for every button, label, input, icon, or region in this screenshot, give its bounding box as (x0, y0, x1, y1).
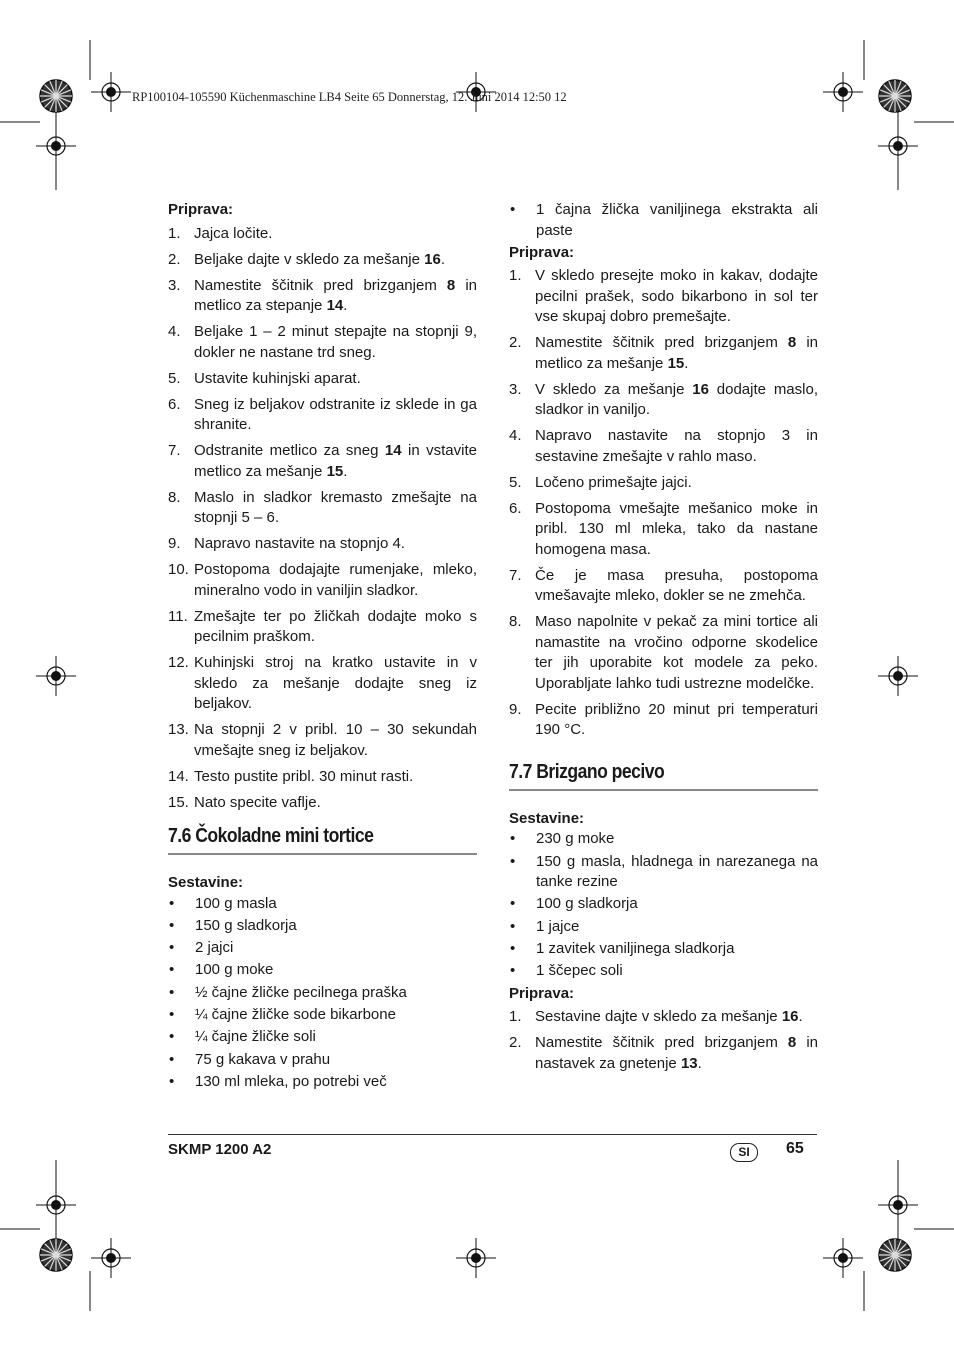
bullet-mark: • (510, 852, 516, 870)
step-number: 6. (509, 499, 522, 517)
step-text-part: Postopoma vmešajte mešanico moke in pribl. 130 ml mleka, tako da nastane homogena masa. (535, 499, 818, 558)
list-item (509, 961, 818, 982)
list-item (509, 917, 818, 938)
list-item (168, 534, 477, 555)
list-item (168, 250, 477, 271)
step-text-part: . (343, 297, 348, 314)
step-text-part: Jajca ločite. (194, 224, 273, 242)
step-text-part: Beljake dajte v skledo za mešanje (194, 250, 425, 268)
part-reference: 8 (446, 276, 456, 294)
step-number: 12. (168, 654, 189, 671)
step-text-part: Namestite ščitnik pred brizganjem (535, 1034, 788, 1052)
list-item (509, 700, 818, 741)
ingredient-text: ¼ čajne žličke soli (195, 1028, 316, 1046)
list-item (168, 1072, 477, 1093)
list-item (168, 224, 477, 245)
ingredient-text: 1 zavitek vaniljinega sladkorja (536, 939, 735, 957)
ingredient-text: 130 ml mleka, po potrebi več (195, 1072, 387, 1090)
list-item (168, 441, 477, 482)
part-reference: 16 (781, 1008, 799, 1026)
preparation-steps (509, 266, 818, 741)
list-item (509, 333, 818, 374)
step-text (194, 250, 477, 271)
step-text-part: Testo pustite pribl. 30 minut rasti. (194, 767, 414, 785)
step-text-part: Sneg iz beljakov odstranite iz sklede in ga shranite. (194, 395, 477, 433)
list-item (168, 276, 477, 317)
step-text-part: Kuhinjski stroj na kratko ustavite in v skledo za mešanje dodajte sneg iz beljakov. (194, 654, 477, 712)
list-item (168, 653, 477, 715)
bullet-mark: • (510, 830, 516, 848)
step-number: 6. (168, 395, 181, 413)
ingredients-label: Sestavine: (168, 874, 244, 891)
step-text (194, 322, 477, 363)
step-text (535, 473, 818, 494)
step-text (194, 607, 477, 648)
list-item (509, 1007, 818, 1028)
list-item (509, 566, 818, 607)
part-reference: 15 (667, 354, 685, 372)
step-text (194, 395, 477, 436)
part-reference: 16 (692, 380, 709, 398)
step-number: 13. (168, 721, 189, 738)
step-number: 1. (509, 1008, 522, 1026)
step-text (194, 534, 477, 555)
step-text (194, 224, 477, 245)
list-item (168, 1027, 477, 1048)
bullet-mark: • (169, 1005, 175, 1023)
list-item (168, 322, 477, 363)
bullet-mark: • (169, 894, 175, 912)
step-text (535, 1033, 818, 1074)
part-reference: 15 (326, 462, 344, 480)
step-text-part: Ločeno primešajte jajci. (535, 473, 692, 491)
list-item (509, 426, 818, 467)
bullet-mark: • (510, 917, 516, 935)
list-item (509, 1033, 818, 1074)
step-text-part: . (697, 1054, 702, 1072)
ingredient-text: 100 g sladkorja (536, 895, 638, 913)
footer-model: SKMP 1200 A2 (168, 1141, 272, 1158)
preparation-steps (168, 224, 477, 814)
step-text (535, 612, 818, 694)
bullet-mark: • (510, 939, 516, 957)
step-number: 8. (509, 613, 522, 631)
ingredient-text: 1 čajna žlička vaniljinega ekstrakta ali paste (536, 201, 818, 239)
ingredient-text: 1 ščepec soli (536, 962, 623, 980)
bullet-mark: • (510, 962, 516, 980)
list-item (509, 829, 818, 850)
step-number: 8. (168, 488, 181, 506)
list-item (168, 488, 477, 529)
list-item (168, 369, 477, 390)
bullet-mark: • (510, 895, 516, 913)
step-text-part: Maslo in sladkor kremasto zmešajte na stopnji 5 – 6. (194, 488, 477, 526)
ingredient-text: 2 jajci (195, 939, 234, 957)
list-item (168, 767, 477, 788)
list-item (168, 560, 477, 601)
step-text-part: Namestite ščitnik pred brizganjem (194, 276, 447, 294)
page-number: 65 (786, 1140, 804, 1157)
step-number: 14. (168, 767, 189, 785)
step-text (535, 499, 818, 561)
step-text (535, 700, 818, 741)
step-text (194, 276, 477, 317)
list-item (168, 1005, 477, 1026)
step-number: 1. (168, 224, 181, 242)
step-number: 2. (509, 1034, 522, 1052)
step-number: 15. (168, 793, 189, 811)
left-column (168, 200, 477, 1094)
list-item (168, 720, 477, 761)
step-text (194, 720, 477, 761)
section-heading-7-7 (509, 759, 818, 791)
step-text-part: Če je masa presuha, postopoma vmešavajte mleko, dokler se ne zmehča. (535, 566, 818, 605)
ingredient-text: ½ čajne žličke pecilnega praška (195, 983, 407, 1001)
ingredients-label: Sestavine: (509, 809, 585, 827)
step-text-part: V skledo za mešanje (535, 380, 693, 398)
part-reference: 16 (424, 250, 441, 268)
step-number: 4. (168, 323, 181, 340)
step-number: 11. (168, 607, 188, 625)
step-text-part: . (440, 250, 445, 268)
step-number: 2. (168, 250, 181, 268)
step-text-part: Napravo nastavite na stopnjo 4. (194, 535, 405, 552)
step-text-part: . (343, 462, 348, 480)
preparation-label: Priprava: (509, 984, 575, 1002)
list-item (509, 852, 818, 893)
step-text (535, 1007, 818, 1028)
bullet-mark: • (169, 1072, 175, 1090)
step-text-part: Pecite približno 20 minut pri temperaturi 190 °C. (535, 700, 818, 739)
bullet-mark: • (169, 939, 175, 957)
footer-rule (168, 1134, 817, 1135)
ingredients-list (509, 829, 818, 981)
step-text-part: V skledo presejte moko in kakav, dodajte pecilni prašek, sodo bikarbono in sol ter vse skupaj dobro premešajte. (535, 267, 818, 326)
part-reference: 8 (787, 334, 797, 352)
list-item (168, 793, 477, 814)
bullet-mark: • (169, 983, 175, 1001)
section-title: 7.7 Brizgano pecivo (509, 760, 665, 783)
ingredient-text: 75 g kakava v prahu (195, 1050, 331, 1068)
step-number: 3. (168, 276, 181, 294)
step-text-part: in nastavek za gnetenje (535, 1034, 819, 1072)
step-text-part: Na stopnji 2 v pribl. 10 – 30 sekundah vmešajte sneg iz beljakov. (194, 721, 477, 759)
bullet-mark: • (169, 961, 175, 979)
bullet-mark: • (169, 1028, 175, 1046)
step-text-part: Namestite ščitnik pred brizganjem (535, 334, 788, 352)
step-text (194, 560, 477, 601)
step-number: 10. (168, 561, 189, 578)
part-reference: 13 (680, 1054, 698, 1072)
step-number: 5. (509, 473, 522, 491)
step-text-part: Ustavite kuhinjski aparat. (194, 369, 361, 387)
preparation-label: Priprava: (168, 201, 234, 218)
part-reference: 8 (787, 1034, 797, 1052)
bullet-mark: • (169, 916, 175, 934)
step-number: 2. (509, 334, 522, 352)
step-number: 3. (509, 380, 522, 398)
print-slug: RP100104-105590 Küchenmaschine LB4 Seite 65 Donnerstag, 12. Juni 2014 12:50 12 (132, 90, 567, 104)
bullet-mark: • (510, 201, 516, 218)
bullet-mark: • (169, 1050, 175, 1068)
ingredient-text: 100 g moke (195, 961, 274, 979)
step-text (535, 266, 818, 328)
list-item (509, 380, 818, 421)
ingredient-text: 150 g sladkorja (195, 916, 297, 934)
step-text (535, 426, 818, 467)
step-text (194, 488, 477, 529)
step-text-part: Sestavine dajte v skledo za mešanje (535, 1008, 782, 1026)
step-text-part: . (684, 354, 689, 372)
ingredient-text: 230 g moke (536, 830, 615, 848)
step-text-part: dodajte maslo, sladkor in vaniljo. (535, 380, 818, 419)
step-text-part: Maso napolnite v pekač za mini tortice ali namastite na vročino odporne skodelice ter jih uporabite kot modele za peko. Uporabljate lahko tudi ustrezne modelčke. (535, 613, 818, 692)
step-text-part: Postopoma dodajajte rumenjake, mleko, mineralno vodo in vaniljin sladkor. (194, 561, 477, 599)
step-text (194, 793, 477, 814)
step-text (535, 566, 818, 607)
step-number: 4. (509, 427, 522, 445)
step-text-part: Beljake 1 – 2 minut stepajte na stopnji 9, dokler ne nastane trd sneg. (194, 323, 477, 361)
list-item (509, 499, 818, 561)
list-item (509, 266, 818, 328)
step-number: 7. (168, 442, 181, 459)
ingredient-text: 150 g masla, hladnega in narezanega na tanke rezine (536, 852, 818, 891)
ingredients-list-continued (509, 200, 818, 241)
list-item (509, 473, 818, 494)
list-item (509, 612, 818, 694)
list-item (168, 1050, 477, 1071)
section-title: 7.6 Čokoladne mini tortice (168, 825, 374, 847)
preparation-steps (509, 1007, 818, 1074)
list-item (168, 916, 477, 937)
step-text-part: . (798, 1008, 803, 1026)
list-item (509, 200, 818, 241)
step-number: 9. (509, 700, 522, 718)
section-heading-7-6 (168, 823, 477, 855)
step-number: 1. (509, 267, 522, 285)
step-text (535, 333, 818, 374)
step-text (194, 369, 477, 390)
list-item (168, 983, 477, 1004)
step-text-part: in metlico za stepanje (194, 276, 478, 314)
list-item (168, 960, 477, 981)
preparation-label: Priprava: (509, 243, 575, 261)
right-column (509, 200, 818, 1080)
part-reference: 14 (326, 297, 344, 314)
ingredient-text: 1 jajce (536, 917, 580, 935)
step-text-part: Nato specite vaflje. (194, 793, 321, 811)
list-item (509, 939, 818, 960)
step-text-part: Zmešajte ter po žličkah dodajte moko s pecilnim praškom. (194, 607, 477, 645)
list-item (168, 395, 477, 436)
step-text (535, 380, 818, 421)
step-text-part: Napravo nastavite na stopnjo 3 in sestavine zmešajte v rahlo maso. (535, 427, 818, 465)
step-text-part: in vstavite metlico za mešanje (194, 442, 477, 480)
list-item (168, 607, 477, 648)
step-text-part: in metlico za mešanje (535, 334, 819, 372)
list-item (509, 894, 818, 915)
list-item (168, 894, 477, 915)
ingredients-list (168, 894, 477, 1093)
step-text (194, 653, 477, 715)
step-text (194, 767, 477, 788)
list-item (168, 938, 477, 959)
part-reference: 14 (384, 442, 402, 459)
step-text (194, 441, 477, 482)
language-badge: SI (730, 1143, 758, 1162)
step-text-part: Odstranite metlico za sneg (194, 442, 385, 459)
step-number: 5. (168, 369, 181, 387)
ingredient-text: 100 g masla (195, 894, 277, 912)
ingredient-text: ¼ čajne žličke sode bikarbone (195, 1005, 396, 1023)
step-number: 9. (168, 535, 181, 552)
step-number: 7. (509, 566, 522, 584)
